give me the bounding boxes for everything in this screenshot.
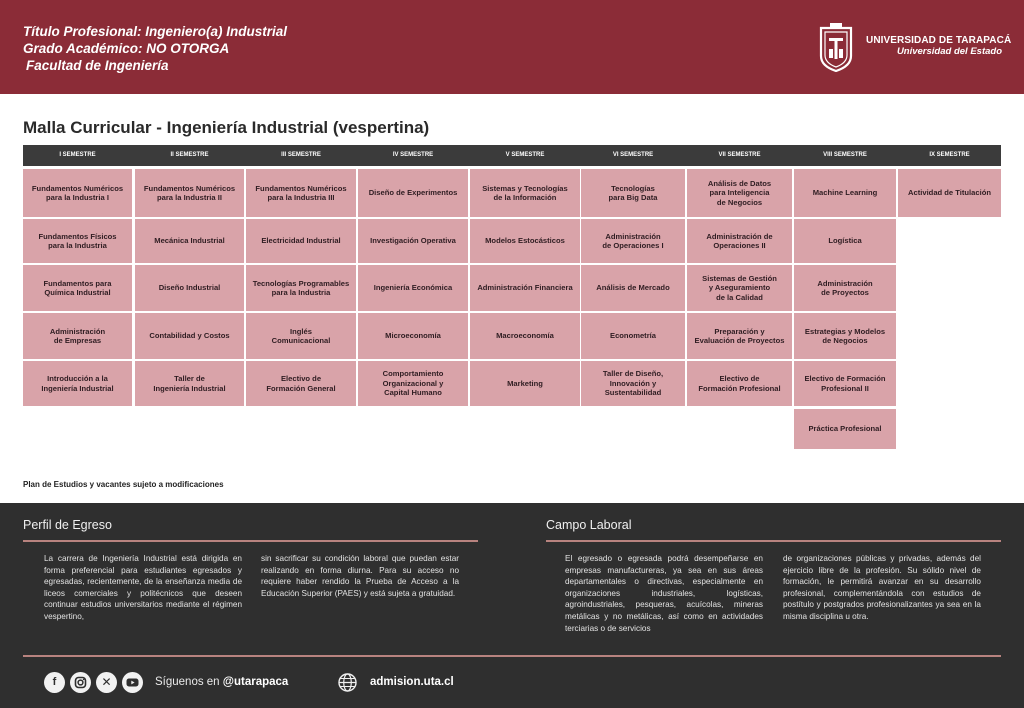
course-cell: Administración de Empresas [23, 313, 132, 359]
semester-header-bar [23, 145, 1001, 166]
university-name [866, 35, 1012, 57]
page-title: Malla Curricular - Ingeniería Industrial (vespertina) [23, 118, 430, 137]
university-subtitle: Universidad del Estado [896, 46, 1002, 57]
course-cell: Electivo de Formación Profesional II [794, 361, 896, 406]
course-cell: Comportamiento Organizacional y Capital Humano [358, 361, 468, 406]
campo-text-col1: El egresado o egresada podrá desempeñarse en empresas manufactureras, ya sea en sus áreas departamentales o directivas, especialmente en organizaciones industriales, logísticas, agroindustriales, pesqueras, acuícolas, mineras metálicas y no metálicas, así como en actividades terciarias o de servicios [565, 554, 763, 633]
campo-divider [546, 540, 1001, 542]
course-cell: Machine Learning [794, 169, 896, 217]
course-cell: Análisis de Mercado [581, 265, 685, 311]
perfil-divider [23, 540, 478, 542]
course-cell: Análisis de Datos para Inteligencia de Negocios [687, 169, 792, 217]
semester-label-5: V SEMESTRE [505, 152, 545, 158]
course-cell: Administración Financiera [470, 265, 580, 311]
follow-text [155, 676, 288, 688]
course-cell: Logística [794, 219, 896, 263]
globe-icon [337, 672, 358, 693]
course-cell: Fundamentos Físicos para la Industria [23, 219, 132, 263]
course-cell: Electivo de Formación Profesional [687, 361, 792, 406]
course-cell: Sistemas de Gestión y Aseguramiento de la Calidad [687, 265, 792, 311]
x-icon[interactable]: ✕ [96, 672, 117, 693]
academic-degree: Grado Académico: NO OTORGA [23, 41, 230, 56]
course-cell: Econometría [581, 313, 685, 359]
course-cell: Electivo de Formación General [246, 361, 356, 406]
youtube-icon[interactable] [122, 672, 143, 693]
website-link[interactable]: admision.uta.cl [370, 676, 454, 688]
course-cell: Fundamentos Numéricos para la Industria II [135, 169, 244, 217]
course-cell: Preparación y Evaluación de Proyectos [687, 313, 792, 359]
follow-prefix: Síguenos en [155, 676, 223, 688]
semester-label-9: IX SEMESTRE [929, 152, 970, 158]
course-cell: Diseño de Experimentos [358, 169, 468, 217]
course-cell: Administración de Proyectos [794, 265, 896, 311]
course-cell: Introducción a la Ingeniería Industrial [23, 361, 132, 406]
course-cell: Administración de Operaciones II [687, 219, 792, 263]
semester-label-3: III SEMESTRE [281, 152, 321, 158]
header-text [23, 23, 287, 74]
campo-text-col2: de organizaciones públicas y privadas, además del ejercicio libre de la profesión. Su sólido nivel de formación, le permitirá avanzar en su desarrollo profesional, complementándola con estudios de postítulo y postgrados profesionalizantes ya sea en la misma disciplina u otra. [783, 554, 981, 621]
campo-title: Campo Laboral [546, 518, 632, 532]
university-title: UNIVERSIDAD DE TARAPACÁ [866, 35, 1012, 46]
course-cell: Mecánica Industrial [135, 219, 244, 263]
semester-label-1: I SEMESTRE [59, 152, 96, 158]
course-cell: Ingeniería Económica [358, 265, 468, 311]
course-cell: Sistemas y Tecnologías de la Información [470, 169, 580, 217]
social-handle[interactable]: @utarapaca [222, 676, 289, 688]
course-cell: Inglés Comunicacional [246, 313, 356, 359]
course-cell: Fundamentos Numéricos para la Industria I [23, 169, 132, 217]
university-logo-icon [818, 22, 854, 72]
course-cell: Fundamentos para Química Industrial [23, 265, 132, 311]
course-cell: Modelos Estocásticos [470, 219, 580, 263]
header-banner [0, 0, 1024, 94]
instagram-icon[interactable] [70, 672, 91, 693]
course-cell: Tecnologías Programables para la Industria [246, 265, 356, 311]
course-cell: Administración de Operaciones I [581, 219, 685, 263]
footer-divider [23, 655, 1001, 657]
modification-note: Plan de Estudios y vacantes sujeto a modificaciones [23, 480, 224, 489]
facebook-icon[interactable]: f [44, 672, 65, 693]
semester-label-2: II SEMESTRE [170, 152, 209, 158]
course-cell: Tecnologías para Big Data [581, 169, 685, 217]
semester-label-7: VII SEMESTRE [718, 152, 761, 158]
perfil-title: Perfil de Egreso [23, 518, 112, 532]
course-cell: Macroeconomía [470, 313, 580, 359]
course-cell: Marketing [470, 361, 580, 406]
semester-label-8: VIII SEMESTRE [823, 152, 867, 158]
course-cell: Microeconomía [358, 313, 468, 359]
course-cell: Diseño Industrial [135, 265, 244, 311]
course-cell: Taller de Ingeniería Industrial [135, 361, 244, 406]
course-cell: Taller de Diseño, Innovación y Sustentabilidad [581, 361, 685, 406]
professional-title: Título Profesional: Ingeniero(a) Industrial [23, 24, 288, 39]
perfil-text-col2: sin sacrificar su condición laboral que puedan estar realizando en forma diurna. Para su acceso no requiere haber rendido la Prueba de Acceso a la Educación Superior (PAES) y está sujeta a gratuidad. [261, 554, 459, 598]
course-cell: Actividad de Titulación [898, 169, 1001, 217]
course-cell: Estrategias y Modelos de Negocios [794, 313, 896, 359]
semester-label-4: IV SEMESTRE [392, 152, 434, 158]
course-cell: Práctica Profesional [794, 409, 896, 449]
course-cell: Electricidad Industrial [246, 219, 356, 263]
course-cell: Contabilidad y Costos [135, 313, 244, 359]
perfil-text-col1: La carrera de Ingeniería Industrial está dirigida en forma preferencial para estudiantes egresados y egresadas, recientemente, de la enseñanza media de liceos comerciales y politécnicos que deseen continuar estudios universitarios mediante el régimen vespertino, [44, 554, 242, 621]
course-cell: Investigación Operativa [358, 219, 468, 263]
course-cell: Fundamentos Numéricos para la Industria III [246, 169, 356, 217]
faculty: Facultad de Ingeniería [26, 58, 169, 73]
semester-label-6: VI SEMESTRE [612, 152, 654, 158]
